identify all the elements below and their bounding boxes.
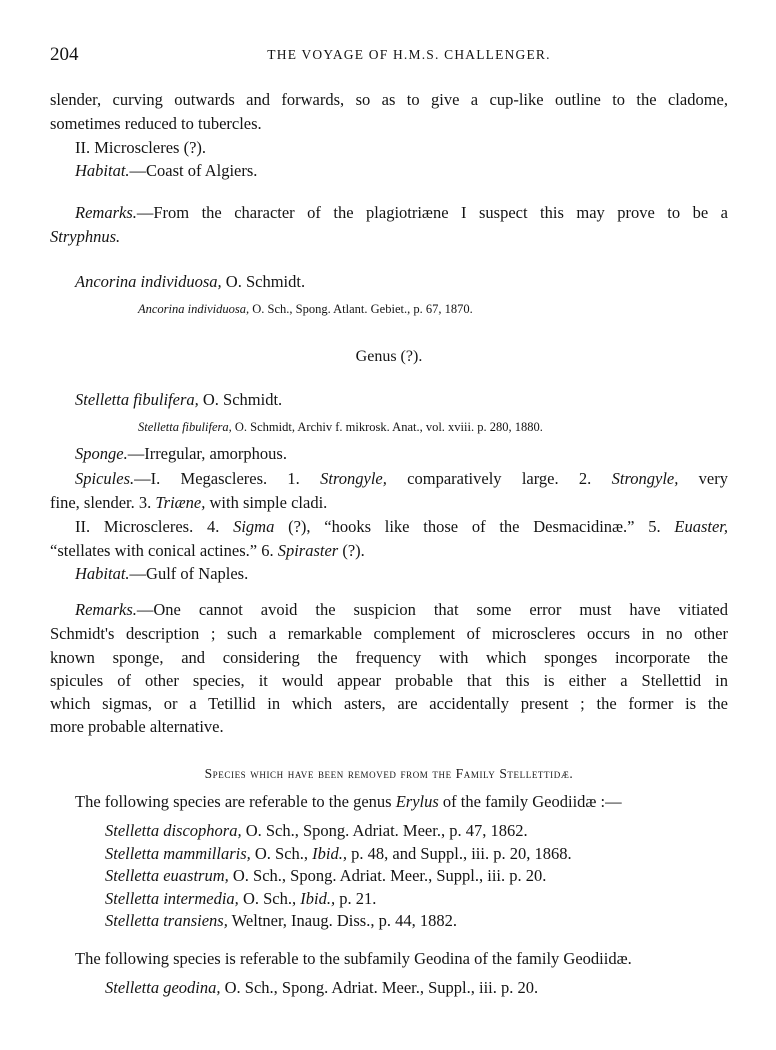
text-line: slender, curving outwards and forwards, so as to give a cup-like outline to the cladome,	[50, 90, 728, 109]
habitat-line: Habitat.—Gulf of Naples.	[75, 564, 249, 583]
list-item: Stelletta geodina, O. Sch., Spong. Adriat. Meer., Suppl., iii. p. 20.	[105, 978, 539, 997]
species-name: Stelletta fibulifera,	[75, 390, 199, 409]
citation: Stelletta fibulifera, O. Schmidt, Archiv f. mikrosk. Anat., vol. xviii. p. 280, 1880.	[138, 420, 543, 434]
section-intro: The following species is referable to the subfamily Geodina of the family Geodiidæ.	[75, 949, 632, 968]
genus-heading: Genus (?).	[355, 348, 423, 365]
spicules-line: fine, slender. 3. Triæne, with simple cladi.	[50, 493, 328, 512]
page-number: 204	[50, 44, 79, 65]
remarks-label: Remarks.	[75, 600, 137, 619]
microscleres-line: II. Microscleres. 4. Sigma (?), “hooks like those of the Desmacidinæ.” 5. Euaster,	[75, 517, 728, 536]
list-item: Stelletta intermedia, O. Sch., Ibid., p. 21.	[105, 888, 377, 908]
species-name: Ancorina individuosa,	[75, 272, 222, 291]
citation: Ancorina individuosa, O. Sch., Spong. Atlant. Gebiet., p. 67, 1870.	[138, 302, 473, 316]
sponge-line: Sponge.—Irregular, amorphous.	[75, 444, 287, 463]
spicules-line: Spicules.—I. Megascleres. 1. Strongyle, comparatively large. 2. Strongyle, very	[75, 469, 728, 488]
habitat-line: Habitat.—Coast of Algiers.	[75, 161, 258, 180]
remarks-line: Stryphnus.	[50, 227, 121, 246]
habitat-label: Habitat.	[75, 161, 130, 180]
text-line: sometimes reduced to tubercles.	[50, 114, 262, 133]
microscleres-line: II. Microscleres (?).	[75, 138, 207, 157]
running-title: THE VOYAGE OF H.M.S. CHALLENGER.	[267, 47, 551, 62]
remarks-line: which sigmas, or a Tetillid in which asters, are accidentally present ; the former is the	[50, 694, 728, 713]
list-item: Stelletta discophora, O. Sch., Spong. Adriat. Meer., p. 47, 1862.	[105, 821, 528, 840]
section-heading: Species which have been removed from the Family Stellettidæ.	[204, 766, 574, 781]
list-item: Stelletta mammillaris, O. Sch., Ibid., p. 48, and Suppl., iii. p. 20, 1868.	[105, 843, 572, 863]
remarks-line: spicules of other species, it would appear probable that this is either a Stellettid in	[50, 671, 728, 690]
remarks-line: Schmidt's description ; such a remarkable complement of microscleres occurs in no other	[50, 624, 728, 643]
species-heading: Ancorina individuosa, O. Schmidt.	[75, 272, 306, 291]
species-list	[105, 977, 538, 1000]
remarks-label: Remarks.	[75, 203, 137, 222]
remarks-line: more probable alternative.	[50, 717, 224, 736]
microscleres-line: “stellates with conical actines.” 6. Spiraster (?).	[50, 541, 365, 560]
species-list	[105, 820, 572, 933]
page-header	[50, 44, 728, 68]
list-item: Stelletta euastrum, O. Sch., Spong. Adriat. Meer., Suppl., iii. p. 20.	[105, 866, 547, 885]
remarks-line: known sponge, and considering the frequency with which sponges incorporate the	[50, 648, 728, 667]
section-intro: The following species are referable to the genus Erylus of the family Geodiidæ :—	[75, 792, 622, 811]
remarks-line: Remarks.—From the character of the plagiotriæne I suspect this may prove to be a	[75, 203, 728, 222]
remarks-line: Remarks.—One cannot avoid the suspicion that some error must have vitiated	[75, 600, 728, 619]
species-heading: Stelletta fibulifera, O. Schmidt.	[75, 390, 283, 409]
list-item: Stelletta transiens, Weltner, Inaug. Diss., p. 44, 1882.	[105, 911, 457, 930]
